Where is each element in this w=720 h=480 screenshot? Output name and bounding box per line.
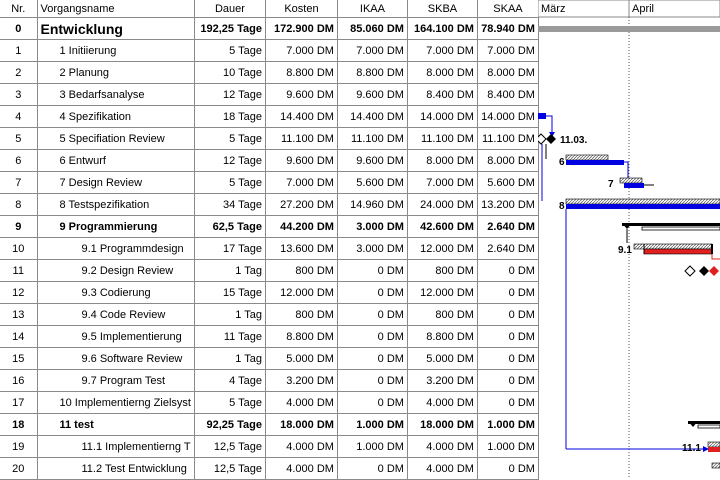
cell-skaa[interactable]: 0 DM — [477, 304, 538, 326]
table-row[interactable] — [0, 370, 538, 392]
cell-name[interactable]: Entwicklung — [37, 18, 194, 40]
cell-ikaa[interactable]: 7.000 DM — [337, 40, 407, 62]
cell-skba[interactable]: 24.000 DM — [407, 194, 477, 216]
cell-kosten[interactable]: 9.600 DM — [265, 150, 337, 172]
cell-skba[interactable]: 164.100 DM — [407, 18, 477, 40]
cell-dauer[interactable]: 1 Tag — [194, 304, 265, 326]
cell-skaa[interactable]: 0 DM — [477, 348, 538, 370]
cell-nr[interactable]: 0 — [0, 18, 37, 40]
milestone11-critical — [709, 266, 719, 276]
cell-ikaa[interactable]: 0 DM — [337, 370, 407, 392]
cell-ikaa[interactable]: 9.600 DM — [337, 150, 407, 172]
cell-nr[interactable]: 10 — [0, 238, 37, 260]
cell-nr[interactable]: 18 — [0, 414, 37, 436]
cell-name[interactable]: 9.6 Software Review — [37, 348, 194, 370]
milestone5-date-label: 11.03. — [560, 135, 588, 146]
cell-kosten[interactable]: 12.000 DM — [265, 282, 337, 304]
task8-label: 8 — [559, 201, 565, 212]
cell-name[interactable]: 11.2 Test Entwicklung — [37, 458, 194, 480]
cell-dauer[interactable]: 1 Tag — [194, 260, 265, 282]
table-row[interactable] — [0, 260, 538, 282]
cell-skaa[interactable]: 14.000 DM — [477, 106, 538, 128]
table-row[interactable] — [0, 304, 538, 326]
task18-summary-baseline — [698, 425, 720, 428]
cell-dauer[interactable]: 34 Tage — [194, 194, 265, 216]
cell-skba[interactable]: 8.800 DM — [407, 326, 477, 348]
task7-baseline — [620, 178, 642, 183]
cell-name[interactable]: 9.7 Program Test — [37, 370, 194, 392]
table-row[interactable] — [0, 84, 538, 106]
cell-skba[interactable]: 8.400 DM — [407, 84, 477, 106]
cell-kosten[interactable]: 800 DM — [265, 260, 337, 282]
milestone5-baseline — [538, 134, 546, 144]
cell-nr[interactable]: 3 — [0, 84, 37, 106]
task7-label: 7 — [608, 179, 614, 190]
cell-ikaa[interactable]: 14.400 DM — [337, 106, 407, 128]
task-rows — [0, 18, 538, 480]
cell-skaa[interactable]: 1.000 DM — [477, 414, 538, 436]
table-row[interactable] — [0, 62, 538, 84]
task9-summary-baseline — [642, 227, 720, 230]
cell-ikaa[interactable]: 1.000 DM — [337, 436, 407, 458]
cell-skaa[interactable]: 2.640 DM — [477, 216, 538, 238]
task20-baseline — [712, 463, 720, 468]
task18-summary-bar — [688, 421, 720, 424]
cell-ikaa[interactable]: 1.000 DM — [337, 414, 407, 436]
cell-kosten[interactable]: 172.900 DM — [265, 18, 337, 40]
col-header-dauer[interactable]: Dauer — [194, 0, 265, 18]
task19-bar — [708, 447, 720, 452]
task4-bar — [538, 113, 546, 119]
cell-skaa[interactable]: 5.600 DM — [477, 172, 538, 194]
milestone11-baseline — [685, 266, 695, 276]
cell-kosten[interactable]: 8.800 DM — [265, 326, 337, 348]
cell-kosten[interactable]: 3.200 DM — [265, 370, 337, 392]
cell-dauer[interactable]: 18 Tage — [194, 106, 265, 128]
cell-dauer[interactable]: 5 Tage — [194, 392, 265, 414]
cell-nr[interactable]: 12 — [0, 282, 37, 304]
table-row[interactable] — [0, 436, 538, 458]
cell-nr[interactable]: 4 — [0, 106, 37, 128]
cell-kosten[interactable]: 4.000 DM — [265, 392, 337, 414]
cell-ikaa[interactable]: 85.060 DM — [337, 18, 407, 40]
table-row[interactable] — [0, 392, 538, 414]
cell-name[interactable]: 11 test — [37, 414, 194, 436]
cell-name[interactable]: 8 Testspezifikation — [37, 194, 194, 216]
task19-baseline — [708, 442, 720, 447]
cell-ikaa[interactable]: 0 DM — [337, 282, 407, 304]
link-10-11 — [712, 254, 720, 259]
cell-nr[interactable]: 5 — [0, 128, 37, 150]
cell-kosten[interactable]: 4.000 DM — [265, 458, 337, 480]
task9-summary-bar — [622, 223, 720, 226]
col-header-ikaa[interactable]: IKAA — [337, 0, 407, 18]
cell-dauer[interactable]: 5 Tage — [194, 40, 265, 62]
cell-kosten[interactable]: 18.000 DM — [265, 414, 337, 436]
cell-kosten[interactable]: 8.800 DM — [265, 62, 337, 84]
cell-ikaa[interactable]: 5.600 DM — [337, 172, 407, 194]
cell-name[interactable]: 5 Specifiation Review — [37, 128, 194, 150]
col-header-kosten[interactable]: Kosten — [265, 0, 337, 18]
cell-ikaa[interactable]: 3.000 DM — [337, 238, 407, 260]
cell-dauer[interactable]: 1 Tag — [194, 348, 265, 370]
task19-label: 11.1 — [682, 443, 701, 454]
cell-ikaa[interactable]: 9.600 DM — [337, 84, 407, 106]
cell-skaa[interactable]: 2.640 DM — [477, 238, 538, 260]
table-row[interactable] — [0, 458, 538, 480]
col-header-skaa[interactable]: SKAA — [477, 0, 538, 18]
cell-dauer[interactable]: 12 Tage — [194, 84, 265, 106]
table-row[interactable] — [0, 172, 538, 194]
cell-skaa[interactable]: 0 DM — [477, 260, 538, 282]
cell-nr[interactable]: 17 — [0, 392, 37, 414]
milestone11-actual — [699, 266, 709, 276]
cell-dauer[interactable]: 10 Tage — [194, 62, 265, 84]
task6-baseline — [566, 155, 608, 160]
cell-nr[interactable]: 2 — [0, 62, 37, 84]
cell-skba[interactable]: 12.000 DM — [407, 282, 477, 304]
cell-dauer[interactable]: 12,5 Tage — [194, 458, 265, 480]
task8-baseline — [566, 199, 720, 204]
cell-kosten[interactable]: 7.000 DM — [265, 40, 337, 62]
cell-name[interactable]: 3 Bedarfsanalyse — [37, 84, 194, 106]
table-row[interactable] — [0, 150, 538, 172]
cell-dauer[interactable]: 17 Tage — [194, 238, 265, 260]
cell-name[interactable]: 2 Planung — [37, 62, 194, 84]
cell-dauer[interactable]: 192,25 Tage — [194, 18, 265, 40]
cell-dauer[interactable]: 4 Tage — [194, 370, 265, 392]
cell-skba[interactable]: 7.000 DM — [407, 40, 477, 62]
cell-skaa[interactable]: 0 DM — [477, 370, 538, 392]
cell-skba[interactable]: 5.000 DM — [407, 348, 477, 370]
cell-skba[interactable]: 800 DM — [407, 304, 477, 326]
link-6-7 — [624, 162, 628, 179]
cell-ikaa[interactable]: 0 DM — [337, 304, 407, 326]
cell-dauer[interactable]: 62,5 Tage — [194, 216, 265, 238]
task10-bar — [644, 249, 712, 254]
cell-skaa[interactable]: 7.000 DM — [477, 40, 538, 62]
cell-dauer[interactable]: 12,5 Tage — [194, 436, 265, 458]
cell-skaa[interactable]: 8.400 DM — [477, 84, 538, 106]
col-header-skba[interactable]: SKBA — [407, 0, 477, 18]
cell-name[interactable]: 1 Initiierung — [37, 40, 194, 62]
cell-name[interactable]: 9.2 Design Review — [37, 260, 194, 282]
cell-name[interactable]: 6 Entwurf — [37, 150, 194, 172]
task6-label: 6 — [559, 157, 565, 168]
cell-dauer[interactable]: 5 Tage — [194, 172, 265, 194]
gantt-chart[interactable] — [538, 0, 720, 479]
cell-name[interactable]: 9.1 Programmdesign — [37, 238, 194, 260]
cell-ikaa[interactable]: 0 DM — [337, 326, 407, 348]
cell-ikaa[interactable]: 8.800 DM — [337, 62, 407, 84]
task10-label: 9.1 — [618, 245, 632, 256]
table-row[interactable] — [0, 40, 538, 62]
cell-dauer[interactable]: 5 Tage — [194, 128, 265, 150]
cell-dauer[interactable]: 12 Tage — [194, 150, 265, 172]
col-header-name[interactable]: Vorgangsname — [37, 0, 194, 18]
cell-skaa[interactable]: 78.940 DM — [477, 18, 538, 40]
cell-kosten[interactable]: 14.400 DM — [265, 106, 337, 128]
cell-skba[interactable]: 12.000 DM — [407, 238, 477, 260]
cell-dauer[interactable]: 11 Tage — [194, 326, 265, 348]
cell-skba[interactable]: 4.000 DM — [407, 458, 477, 480]
cell-skaa[interactable]: 1.000 DM — [477, 436, 538, 458]
cell-name[interactable]: 11.1 Implementierng T — [37, 436, 194, 458]
cell-ikaa[interactable]: 0 DM — [337, 260, 407, 282]
cell-ikaa[interactable]: 3.000 DM — [337, 216, 407, 238]
table-row[interactable] — [0, 106, 538, 128]
cell-kosten[interactable]: 4.000 DM — [265, 436, 337, 458]
table-row[interactable] — [0, 414, 538, 436]
table-row[interactable] — [0, 326, 538, 348]
cell-nr[interactable]: 9 — [0, 216, 37, 238]
table-row[interactable] — [0, 216, 538, 238]
cell-skaa[interactable]: 0 DM — [477, 458, 538, 480]
cell-skaa[interactable]: 13.200 DM — [477, 194, 538, 216]
cell-nr[interactable]: 20 — [0, 458, 37, 480]
cell-skba[interactable]: 14.000 DM — [407, 106, 477, 128]
cell-kosten[interactable]: 5.000 DM — [265, 348, 337, 370]
cell-skaa[interactable]: 8.000 DM — [477, 150, 538, 172]
cell-skaa[interactable]: 8.000 DM — [477, 62, 538, 84]
table-row[interactable] — [0, 194, 538, 216]
timescale-april: April — [632, 3, 655, 15]
cell-ikaa[interactable]: 0 DM — [337, 458, 407, 480]
cell-nr[interactable]: 11 — [0, 260, 37, 282]
link-4-5 — [546, 116, 552, 133]
cell-dauer[interactable]: 15 Tage — [194, 282, 265, 304]
column-header-row — [0, 0, 538, 18]
cell-name[interactable]: 9.4 Code Review — [37, 304, 194, 326]
cell-ikaa[interactable]: 11.100 DM — [337, 128, 407, 150]
cell-name[interactable]: 9 Programmierung — [37, 216, 194, 238]
task10-baseline — [634, 244, 712, 249]
task7-bar — [624, 183, 644, 188]
cell-skba[interactable]: 800 DM — [407, 260, 477, 282]
task8-bar — [566, 204, 720, 209]
cell-name[interactable]: 10 Implementierng Zielsyst — [37, 392, 194, 414]
table-row[interactable] — [0, 238, 538, 260]
gantt-canvas — [538, 0, 720, 479]
cell-skba[interactable]: 7.000 DM — [407, 172, 477, 194]
table-row[interactable] — [0, 18, 538, 40]
cell-skba[interactable]: 3.200 DM — [407, 370, 477, 392]
cell-kosten[interactable]: 7.000 DM — [265, 172, 337, 194]
cell-nr[interactable]: 16 — [0, 370, 37, 392]
cell-nr[interactable]: 15 — [0, 348, 37, 370]
cell-name[interactable]: 9.3 Codierung — [37, 282, 194, 304]
cell-nr[interactable]: 13 — [0, 304, 37, 326]
project-summary-bar — [538, 26, 720, 32]
cell-skba[interactable]: 8.000 DM — [407, 150, 477, 172]
cell-nr[interactable]: 14 — [0, 326, 37, 348]
table-row[interactable] — [0, 128, 538, 150]
cell-skaa[interactable]: 0 DM — [477, 392, 538, 414]
cell-ikaa[interactable]: 14.960 DM — [337, 194, 407, 216]
cell-kosten[interactable]: 27.200 DM — [265, 194, 337, 216]
cell-skba[interactable]: 18.000 DM — [407, 414, 477, 436]
cell-kosten[interactable]: 800 DM — [265, 304, 337, 326]
task6-bar — [566, 160, 624, 165]
timescale-maerz: März — [541, 3, 566, 15]
cell-skba[interactable]: 4.000 DM — [407, 436, 477, 458]
table-row[interactable] — [0, 348, 538, 370]
cell-nr[interactable]: 19 — [0, 436, 37, 458]
cell-kosten[interactable]: 11.100 DM — [265, 128, 337, 150]
cell-kosten[interactable]: 9.600 DM — [265, 84, 337, 106]
milestone5-actual — [546, 134, 556, 144]
cell-ikaa[interactable]: 0 DM — [337, 348, 407, 370]
table-row[interactable] — [0, 282, 538, 304]
cell-name[interactable]: 7 Design Review — [37, 172, 194, 194]
cell-skba[interactable]: 11.100 DM — [407, 128, 477, 150]
cell-name[interactable]: 9.5 Implementierung — [37, 326, 194, 348]
cell-skba[interactable]: 4.000 DM — [407, 392, 477, 414]
cell-skba[interactable]: 42.600 DM — [407, 216, 477, 238]
cell-kosten[interactable]: 13.600 DM — [265, 238, 337, 260]
cell-skba[interactable]: 8.000 DM — [407, 62, 477, 84]
cell-nr[interactable]: 8 — [0, 194, 37, 216]
cell-skaa[interactable]: 0 DM — [477, 282, 538, 304]
cell-skaa[interactable]: 11.100 DM — [477, 128, 538, 150]
cell-nr[interactable]: 6 — [0, 150, 37, 172]
cell-dauer[interactable]: 92,25 Tage — [194, 414, 265, 436]
cell-kosten[interactable]: 44.200 DM — [265, 216, 337, 238]
cell-name[interactable]: 4 Spezifikation — [37, 106, 194, 128]
cell-nr[interactable]: 7 — [0, 172, 37, 194]
cell-skaa[interactable]: 0 DM — [477, 326, 538, 348]
col-header-nr[interactable]: Nr. — [0, 0, 37, 18]
cell-nr[interactable]: 1 — [0, 40, 37, 62]
cell-ikaa[interactable]: 0 DM — [337, 392, 407, 414]
